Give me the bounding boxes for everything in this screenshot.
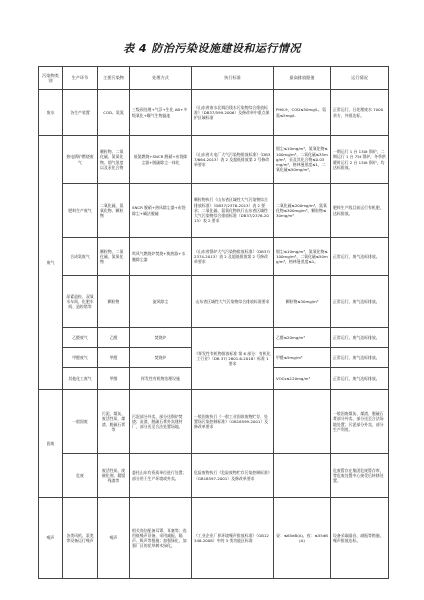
stage-cell: 合成氨废气	[63, 238, 98, 276]
stage-cell: 各生产装置	[63, 90, 98, 136]
category-cell: 废水	[39, 90, 63, 136]
table-title: 表 4 防治污染设施建设和运行情况	[123, 42, 301, 55]
status-cell: 肥料生产线目前运行有机肥，达标排放。	[331, 184, 389, 238]
standard-cell: 颗粒物执行《山东省区域性大气污染物综合排放标准》（DB37/2376-2013）表 2 要求；二氧化硫、氮氧化物执行山东省区域性大气污染物综合排放标准（DB37/2376-2013）表 2 要求	[192, 184, 274, 238]
table-row	[39, 454, 389, 498]
category-cell: 废气	[39, 136, 63, 390]
table-row	[39, 184, 389, 238]
stage-cell: 尿素造粒、双氧水车间、化肥车间、造粒塔等	[63, 276, 98, 328]
standard-cell: 一般固废执行《一般工业固体废物贮存、处置场污染控制标准》（GB18599-2001）及修改单要求	[192, 390, 274, 454]
standard-cell: 危险废物执行《危险废物贮存污染控制标准》（GB18597-2001）及修改单要求	[192, 454, 274, 498]
limit-cell	[274, 454, 331, 498]
table-row	[39, 90, 389, 136]
stage-cell: 甲醛废气	[63, 348, 98, 368]
stage-cell: 一般固废	[63, 390, 98, 454]
treatment-cell: SNCR 脱硝+热风除尘器+布袋除尘+碱法脱硫	[130, 184, 192, 238]
header-row	[39, 67, 389, 90]
header-standard: 执行标准	[192, 67, 274, 90]
pollutants-cell: 颗粒物	[98, 276, 130, 328]
status-cell: 正常运行，废气达标排放。	[331, 348, 389, 368]
pollutants-cell: 污泥、煤灰、废活性炭、煤渣、脱硫石膏等	[98, 390, 130, 454]
treatment-cell: 吹风气燃烧炉焚烧+换热器+水膜除尘器	[130, 238, 192, 276]
header-limit: 最高排放限值	[274, 67, 331, 90]
pollutants-cell: COD、氨氮	[98, 90, 130, 136]
status-cell: 危废暂存在集团危废暂存库，等危废处置中心接受后转移处置。	[331, 454, 389, 498]
table-row	[39, 390, 389, 454]
standard-cell: 《山东省南水北调沿线水污染物综合排放标准》（DB37/599-2006）及修改单中重点保护区域标准	[192, 90, 274, 136]
table-row	[39, 328, 389, 348]
treatment-cell: 焚烧炉	[130, 348, 192, 368]
limit-cell	[274, 390, 331, 454]
limit-cell: PH6-9，COD≤50mg/L，氨氮≤5mg/L	[274, 90, 331, 136]
standard-cell: 山东省区域性大气污染物综合排放标准要求	[192, 276, 274, 328]
pollutants-cell: 乙醛	[98, 328, 130, 348]
treatment-cell: 相关岗位配备耳罩、耳塞等；选用低噪声设备，采用减振、隔声、吸声等措施；加强绿化，加强厂区的花草树木绿化。	[130, 498, 192, 579]
table-row	[39, 238, 389, 276]
treatment-cell: 低氮燃烧+SNCR 脱硝+布袋除尘器+脱硫除尘一体化	[130, 136, 192, 184]
standard-cell: 《山东省火电厂大气污染物排放标准》（DB37/664-2013）表 2 及超低排放第 2 号修改单要求	[192, 136, 274, 184]
header-stage: 生产环节	[63, 67, 98, 90]
status-cell: 设备采取隔音、减振等措施，噪声排放达标。	[331, 498, 389, 579]
pollution-facilities-table	[38, 66, 389, 579]
status-cell: 正常运行，废气达标排放。	[331, 368, 389, 390]
pollutants-cell: 甲醇	[98, 368, 130, 390]
pollutants-cell: 二氧化硫、氮氧化物、颗粒物	[98, 184, 130, 238]
status-cell: 正常运行，废气达标排放。	[331, 238, 389, 276]
limit-cell: 甲醛≤5mg/m³	[274, 348, 331, 368]
status-cell: 正常运行，日处理废水 7000 余方，外排达标。	[331, 90, 389, 136]
pollutants-cell: 甲醛	[98, 348, 130, 368]
pollutants-cell: 废活性炭、废催化剂、精馏残渣等	[98, 454, 130, 498]
category-cell: 固废	[39, 390, 63, 498]
pollutants-cell: 颗粒物、二氧化硫、氮氧化物	[98, 238, 130, 276]
limit-cell: 二氧化硫≤200mg/m³，氮氧化物≤300mg/m³，颗粒物≤30mg/m³	[274, 184, 331, 238]
stage-cell: 危废	[63, 454, 98, 498]
stage-cell: 肥料生产废气	[63, 184, 98, 238]
stage-cell: 乙醛废气	[63, 328, 98, 348]
pollutants-cell: 颗粒物、二氧化硫、氮氧化物、烟气黑度以及汞化合物	[98, 136, 130, 184]
stage-cell: 热电锅炉燃烧废气	[63, 136, 98, 184]
treatment-cell: 三级预处理+气浮+生化 AB+多级氧化+曝气生物滤池	[130, 90, 192, 136]
header-pollutants: 主要污染物	[98, 67, 130, 90]
limit-cell: VOCs≤120mg/m³	[274, 368, 331, 390]
pollutants-cell: 噪声	[98, 498, 130, 579]
status-cell: 正常运行，废气达标排放。	[331, 328, 389, 348]
limit-cell: 乙醛≤20mg/m³	[274, 328, 331, 348]
table-row	[39, 498, 389, 579]
header-status: 运行情况	[331, 67, 389, 90]
treatment-cell: 污泥部分外卖，部分送锅炉焚烧；灰渣、脱硫石膏外卖建材厂，部分送至合法处置场地。	[130, 390, 192, 454]
status-cell: 一期运行 1 台 130t 锅炉，二期运行 1 台 75t 锅炉，冬季供暖时运行 2 台 130t 锅炉，均达标排放。	[331, 136, 389, 184]
stage-cell: 各类风机、泵类等设备运行噪声	[63, 498, 98, 579]
standard-cell: 《挥发性有机物排放标准 第 6 部分：有机化工行业》（DB 37/ 2801.6-2018）标准 1 要求	[192, 328, 274, 390]
limit-cell: 颗粒物≤30mg/m³	[274, 276, 331, 328]
category-cell: 噪声	[39, 498, 63, 579]
limit-cell: 烟尘≤10mg/m³，氮氧化物≤100mg/m³，二氧化硫≤35mg/m³，汞及其化合物≤0.03mg/m³，格林曼黑度≤1，二氧化硫≤50mg/m³。	[274, 136, 331, 184]
status-cell: 正常运行，废气达标排放。	[331, 276, 389, 328]
table-row	[39, 136, 389, 184]
standard-cell: 《工业企业厂界环境噪声排放标准》（GB12348-2008）中的 3 类功能区标准	[192, 498, 274, 579]
treatment-cell: 旋风除尘	[130, 276, 192, 328]
limit-cell: 昼：≤65dB(A)，夜：≤55dB(A)	[274, 498, 331, 579]
treatment-cell: 委托山东有资质单位进行处置；部分用于生产环境或外卖。	[130, 454, 192, 498]
header-treatment: 处理方式	[130, 67, 192, 90]
header-category: 污染物类别	[39, 67, 63, 90]
treatment-cell: 焚烧炉	[130, 328, 192, 348]
stage-cell: 其他化工废气	[63, 368, 98, 390]
status-cell: 一般固废煤灰、煤渣、脱硫石膏部分外卖，部分送至合法场地处置；污泥部分外卖，部分生产利用。	[331, 390, 389, 454]
limit-cell: 烟尘≤10mg/m³，氮氧化物≤100mg/m³，二氧化硫≤50mg/m³，格林曼黑度≤1。	[274, 238, 331, 276]
table-row	[39, 276, 389, 328]
standard-cell: 《山东省锅炉大气污染物排放标准》（DB37/2374-2013）表 2 及超低排放第 2 号修改单要求	[192, 238, 274, 276]
treatment-cell: 挥发性有机物治理设施	[130, 368, 192, 390]
